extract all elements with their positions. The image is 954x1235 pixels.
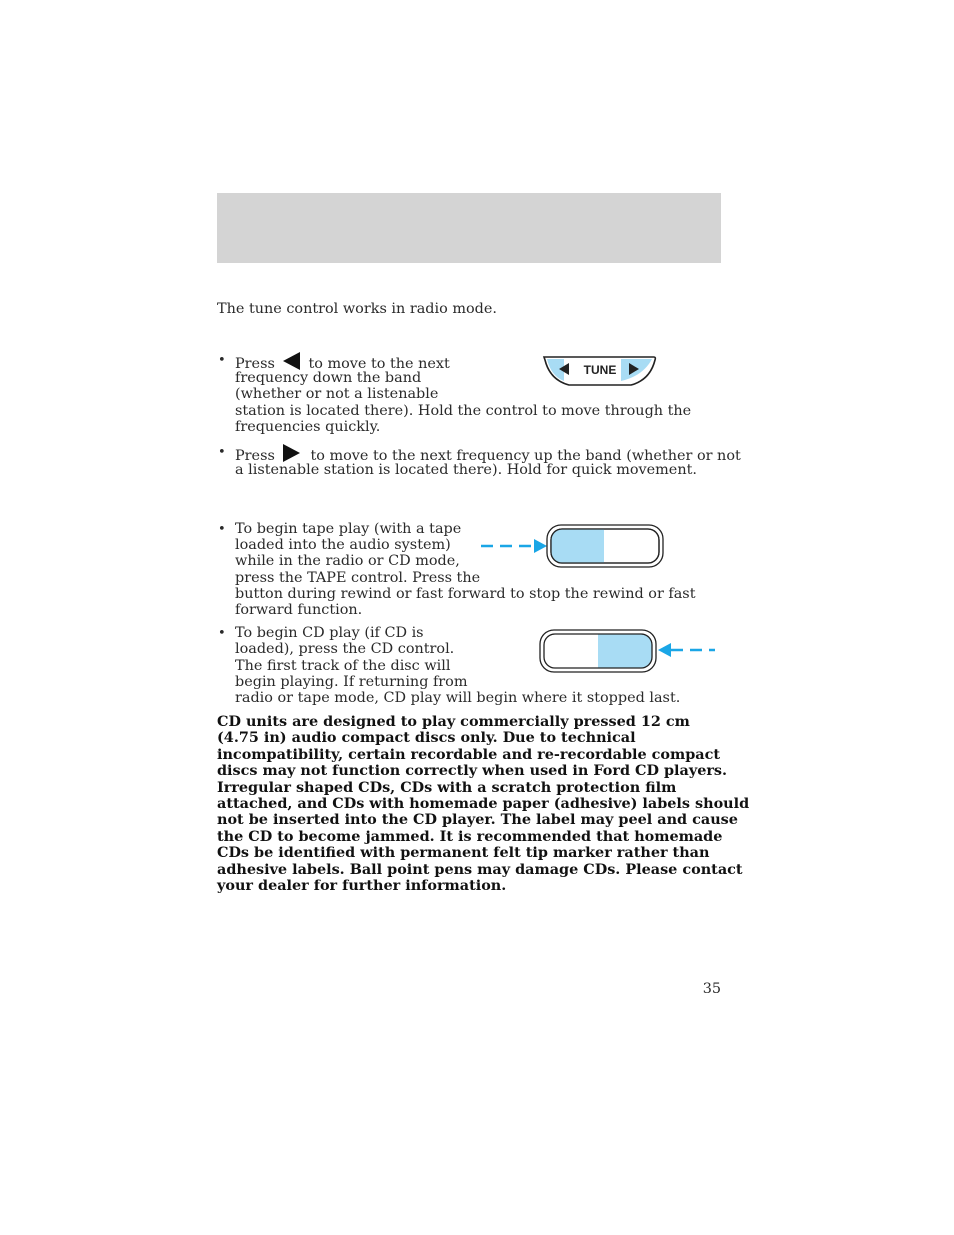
- cd-line-5: radio or tape mode, CD play will begin where it stopped last.: [235, 690, 681, 706]
- tape-line-3: while in the radio or CD mode,: [235, 553, 460, 569]
- cd-line-2: loaded), press the CD control.: [235, 641, 455, 657]
- tune-down-line-1: Press to move to the next: [235, 352, 450, 373]
- tape-button-figure: [478, 522, 666, 572]
- bullet-dot: •: [218, 522, 226, 537]
- tune-down-line-2: frequency down the band: [235, 370, 422, 386]
- header-band: [217, 193, 721, 263]
- triangle-right-icon: [283, 444, 300, 462]
- cd-line-1: To begin CD play (if CD is: [235, 625, 424, 641]
- tune-up-line-1: Press to move to the next frequency up the band (whether or not: [235, 444, 741, 465]
- triangle-left-icon: [283, 352, 300, 370]
- tune-down-line-3: (whether or not a listenable: [235, 386, 439, 402]
- page-number: 35: [702, 981, 721, 997]
- tape-line-6: forward function.: [235, 602, 363, 618]
- tape-line-1: To begin tape play (with a tape: [235, 521, 462, 537]
- tape-line-5: button during rewind or fast forward to stop the rewind or fast: [235, 586, 696, 602]
- bullet-dot: •: [218, 445, 226, 460]
- tune-up-line-2: a listenable station is located there). Hold for quick movement.: [235, 462, 697, 478]
- tune-button-label: TUNE: [583, 363, 617, 377]
- tape-highlight: [551, 529, 604, 563]
- tune-button-figure: [541, 354, 659, 389]
- tape-line-2: loaded into the audio system): [235, 537, 451, 553]
- arrow-right-icon: [534, 539, 547, 553]
- cd-button-figure: [537, 627, 717, 675]
- tape-line-4: press the TAPE control. Press the: [235, 570, 481, 586]
- cd-line-4: begin playing. If returning from: [235, 674, 468, 690]
- tune-down-line-4: station is located there). Hold the control to move through the: [235, 403, 692, 419]
- arrow-left-icon: [658, 643, 671, 657]
- intro-text: The tune control works in radio mode.: [217, 301, 497, 317]
- press-label: Press: [235, 356, 275, 372]
- press-label: Press: [235, 448, 275, 464]
- tune-down-line-5: frequencies quickly.: [235, 419, 381, 435]
- bullet-dot: •: [218, 353, 226, 368]
- cd-line-3: The first track of the disc will: [235, 658, 451, 674]
- cd-caution-paragraph: CD units are designed to play commercially pressed 12 cm (4.75 in) audio compact discs only. Due to technical incompatibility, certain recordable and re-recordable compact discs may not function correctly when used in Ford CD players. Irregular shaped CDs, CDs with a scratch protection film attached, and CDs with homemade paper (adhesive) labels should not be inserted into the CD player. The label may peel and cause the CD to become jammed. It is recommended that homemade CDs be identified with permanent felt tip marker rather than adhesive labels. Ball point pens may damage CDs. Please contact your dealer for further information.: [217, 713, 750, 895]
- bullet-dot: •: [218, 626, 226, 641]
- cd-highlight: [598, 634, 652, 668]
